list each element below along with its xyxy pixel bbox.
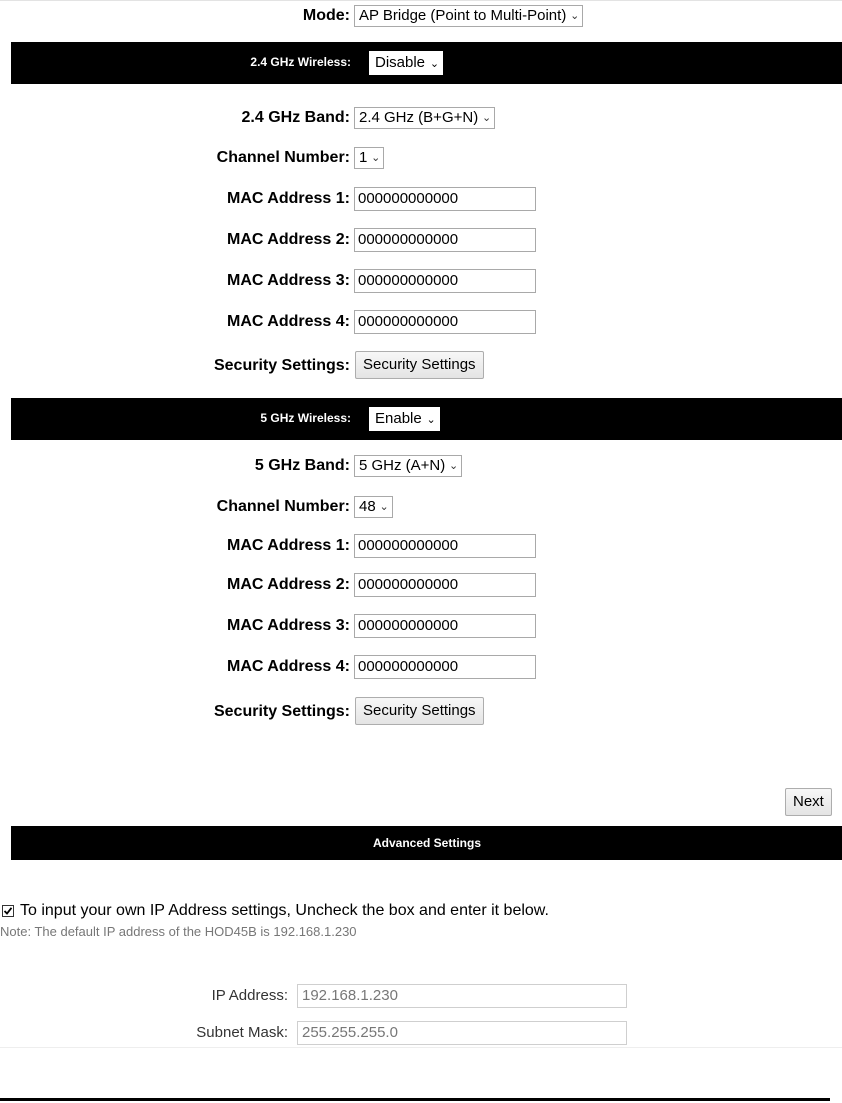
- wireless5-mac4-label: MAC Address 4:: [227, 658, 350, 675]
- wireless24-mac1-label: MAC Address 1:: [227, 190, 350, 207]
- wireless5-band-label: 5 GHz Band:: [254, 457, 350, 474]
- wireless5-header-label: 5 GHz Wireless:: [260, 411, 351, 425]
- wireless24-channel-label: Channel Number:: [216, 149, 350, 166]
- wireless24-header-bar: [11, 42, 842, 84]
- advanced-settings-title: Advanced Settings: [372, 836, 482, 850]
- wireless24-band-select[interactable]: [354, 107, 495, 129]
- mode-select-value: AP Bridge (Point to Multi-Point): [359, 7, 567, 24]
- wireless24-band-label: 2.4 GHz Band:: [241, 109, 350, 126]
- bottom-divider: [0, 1098, 830, 1101]
- content-bottom-edge: [0, 1047, 842, 1048]
- wireless5-band-select[interactable]: [354, 455, 462, 477]
- wireless5-channel-label: Channel Number:: [216, 498, 350, 515]
- wireless5-mac2-input[interactable]: 000000000000: [354, 573, 536, 597]
- wireless24-mac2-label: MAC Address 2:: [227, 231, 350, 248]
- wireless5-header-bar: [11, 398, 842, 440]
- next-button[interactable]: Next: [785, 788, 832, 816]
- wireless24-mac3-label: MAC Address 3:: [227, 272, 350, 289]
- wireless5-mac3-input[interactable]: 000000000000: [354, 614, 536, 638]
- top-divider: [0, 0, 842, 1]
- ip-override-checkbox[interactable]: [2, 905, 14, 917]
- wireless24-mac3-input[interactable]: 000000000000: [354, 269, 536, 293]
- wireless24-mac1-input[interactable]: 000000000000: [354, 187, 536, 211]
- advanced-settings-bar: [11, 826, 842, 860]
- chevron-down-icon: ⌄: [449, 460, 459, 472]
- wireless5-mac2-label: MAC Address 2:: [227, 576, 350, 593]
- wireless24-mac4-label: MAC Address 4:: [227, 313, 350, 330]
- wireless5-channel-value: 48: [359, 498, 376, 515]
- wireless24-header-label: 2.4 GHz Wireless:: [250, 55, 351, 69]
- wireless24-channel-value: 1: [359, 149, 368, 166]
- chevron-down-icon: ⌄: [481, 112, 492, 124]
- wireless5-channel-select[interactable]: [354, 496, 393, 518]
- wireless5-state-select[interactable]: [368, 406, 441, 432]
- chevron-down-icon: ⌄: [426, 414, 436, 426]
- chevron-down-icon: ⌄: [570, 10, 580, 22]
- wireless24-channel-select[interactable]: [354, 147, 384, 169]
- subnet-mask-label: Subnet Mask:: [196, 1024, 288, 1041]
- ip-address-input[interactable]: 192.168.1.230: [297, 984, 627, 1008]
- wireless24-mac4-input[interactable]: 000000000000: [354, 310, 536, 334]
- wireless5-mac1-input[interactable]: 000000000000: [354, 534, 536, 558]
- ip-override-checkbox-label: To input your own IP Address settings, Uncheck the box and enter it below.: [20, 902, 549, 919]
- wireless5-band-value: 5 GHz (A+N): [359, 457, 446, 474]
- wireless5-mac1-label: MAC Address 1:: [227, 537, 350, 554]
- subnet-mask-input[interactable]: 255.255.255.0: [297, 1021, 627, 1045]
- wireless24-state-select[interactable]: [368, 50, 444, 76]
- wireless5-state-value: Enable: [375, 410, 422, 427]
- chevron-down-icon: ⌄: [371, 152, 381, 164]
- checkmark-icon: [3, 906, 13, 916]
- wireless5-security-button[interactable]: Security Settings: [355, 697, 484, 725]
- mode-select[interactable]: [354, 5, 583, 27]
- mode-label: Mode:: [302, 7, 350, 24]
- wireless5-mac3-label: MAC Address 3:: [227, 617, 350, 634]
- wireless24-band-value: 2.4 GHz (B+G+N): [359, 109, 479, 126]
- ip-address-label: IP Address:: [211, 987, 288, 1004]
- wireless24-security-label: Security Settings:: [213, 357, 350, 374]
- wireless5-mac4-input[interactable]: 000000000000: [354, 655, 536, 679]
- wireless5-security-label: Security Settings:: [213, 703, 350, 720]
- chevron-down-icon: ⌄: [429, 58, 440, 70]
- chevron-down-icon: ⌄: [379, 501, 389, 513]
- wireless24-security-button[interactable]: Security Settings: [355, 351, 484, 379]
- default-ip-note: Note: The default IP address of the HOD45B is 192.168.1.230: [0, 924, 357, 939]
- wireless24-state-value: Disable: [375, 54, 426, 71]
- wireless24-mac2-input[interactable]: 000000000000: [354, 228, 536, 252]
